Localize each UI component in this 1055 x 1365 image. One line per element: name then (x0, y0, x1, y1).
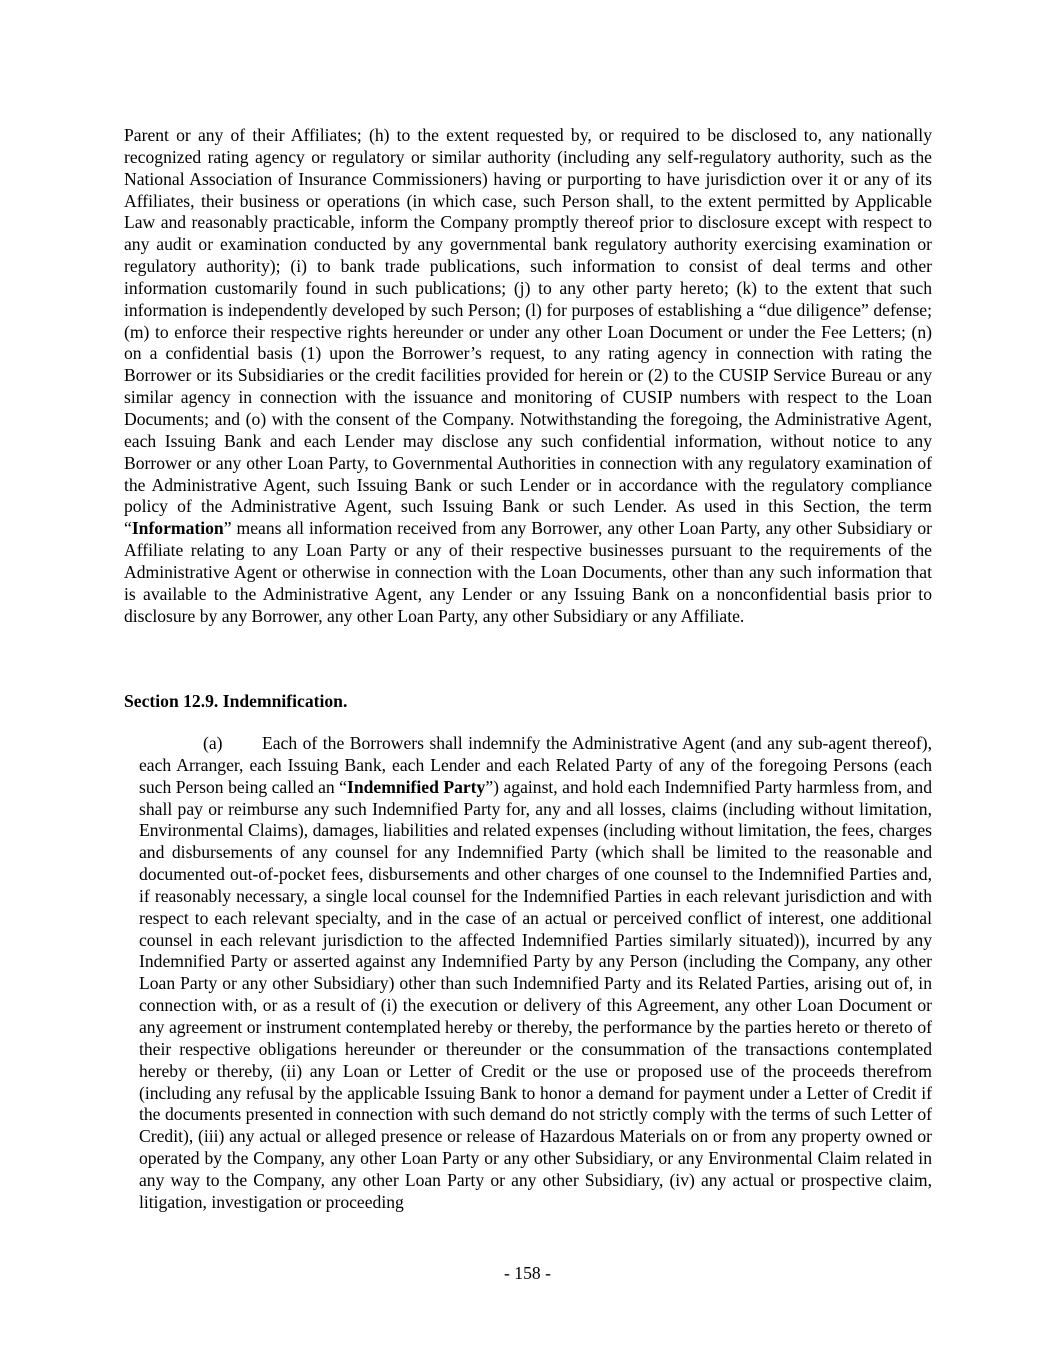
defined-term-indemnified-party: Indemnified Party (346, 776, 486, 797)
defined-term-information: Information (131, 518, 224, 539)
paragraph-marker: (a) (203, 733, 223, 753)
section-heading: Section 12.9. Indemnification. (124, 691, 348, 711)
page-number: - 158 - (504, 1263, 551, 1283)
confidentiality-paragraph (124, 125, 932, 627)
paragraph-text-part-1: Parent or any of their Affiliates; (h) to the extent requested by, or required to be disclosed to, any nationally recognized rating agency or regulatory or similar authority (including any self-regulatory authority, such as the National Association of Insurance Commissioners) having or purporting to have jurisdiction over it or any of its Affiliates, their business or operations (in which case, such Person shall, to the extent permitted by Applicable Law and reasonably practicable, inform the Company promptly thereof prior to disclosure except with respect to any audit or examination conducted by any governmental bank regulatory authority exercising examination or regulatory authority); (i) to bank trade publications, such information to consist of deal terms and other information customarily found in such publications; (j) to any other party hereto; (k) to the extent that such information is independently developed by such Person; (l) for purposes of establishing a “due diligence” defense; (m) to enforce their respective rights hereunder or under any other Loan Document or under the Fee Letters; (n) on a confidential basis (1) upon the Borrower’s request, to any rating agency in connection with rating the Borrower or its Subsidiaries or the credit facilities provided for herein or (2) to the CUSIP Service Bureau or any similar agency in connection with the issuance and monitoring of CUSIP numbers with respect to the Loan Documents; and (o) with the consent of the Company. Notwithstanding the foregoing, the Administrative Agent, each Issuing Bank and each Lender may disclose any such confidential information, without notice to any Borrower or any other Loan Party, to Governmental Authorities in connection with any regulatory examination of the Administrative Agent, such Issuing Bank or such Lender or in accordance with the regulatory compliance policy of the Administrative Agent, such Issuing Bank or such Lender. As used in this Section, the term “ (124, 125, 932, 539)
paragraph-a-text-part-2: ”) against, and hold each Indemnified Party harmless from, and shall pay or reimburse any such Indemnified Party for, any and all losses, claims (including without limitation, Environmental Claims), damages, liabilities and related expenses (including without limitation, the fees, charges and disbursements of any counsel for any Indemnified Party (which shall be limited to the reasonable and documented out-of-pocket fees, disbursements and other charges of one counsel to the Indemnified Parties and, if reasonably necessary, a single local counsel for the Indemnified Parties in each relevant jurisdiction and with respect to each relevant specialty, and in the case of an actual or perceived conflict of interest, one additional counsel in each relevant jurisdiction to the affected Indemnified Parties similarly situated)), incurred by any Indemnified Party or asserted against any Indemnified Party by any Person (including the Company, any other Loan Party or any other Subsidiary) other than such Indemnified Party and its Related Parties, arising out of, in connection with, or as a result of (i) the execution or delivery of this Agreement, any other Loan Document or any agreement or instrument contemplated hereby or thereby, the performance by the parties hereto or thereto of their respective obligations hereunder or thereunder or the consummation of the transactions contemplated hereby or thereby, (ii) any Loan or Letter of Credit or the use or proposed use of the proceeds therefrom (including any refusal by the applicable Issuing Bank to honor a demand for payment under a Letter of Credit if the documents presented in connection with such demand do not strictly comply with the terms of such Letter of Credit), (iii) any actual or alleged presence or release of Hazardous Materials on or from any property owned or operated by the Company, any other Loan Party or any other Subsidiary, or any Environmental Claim related in any way to the Company, any other Loan Party or any other Subsidiary, (iv) any actual or prospective claim, litigation, investigation or proceeding (139, 776, 932, 1212)
paragraph-text-part-2: ” means all information received from any Borrower, any other Loan Party, any other Subsidiary or Affiliate relating to any Loan Party or any of their respective businesses pursuant to the requirements of the Administrative Agent or otherwise in connection with the Loan Documents, other than any such information that is available to the Administrative Agent, any Lender or any Issuing Bank on a nonconfidential basis prior to disclosure by any Borrower, any other Loan Party, any other Subsidiary or any Affiliate. (124, 518, 932, 626)
indemnification-paragraph-a (139, 733, 932, 1214)
paragraph-a-text-part-1: Each of the Borrowers shall indemnify the Administrative Agent (and any sub-agent thereof), each Arranger, each Issuing Bank, each Lender and each Related Party of any of the foregoing Persons (each such Person being called an “ (139, 733, 932, 797)
